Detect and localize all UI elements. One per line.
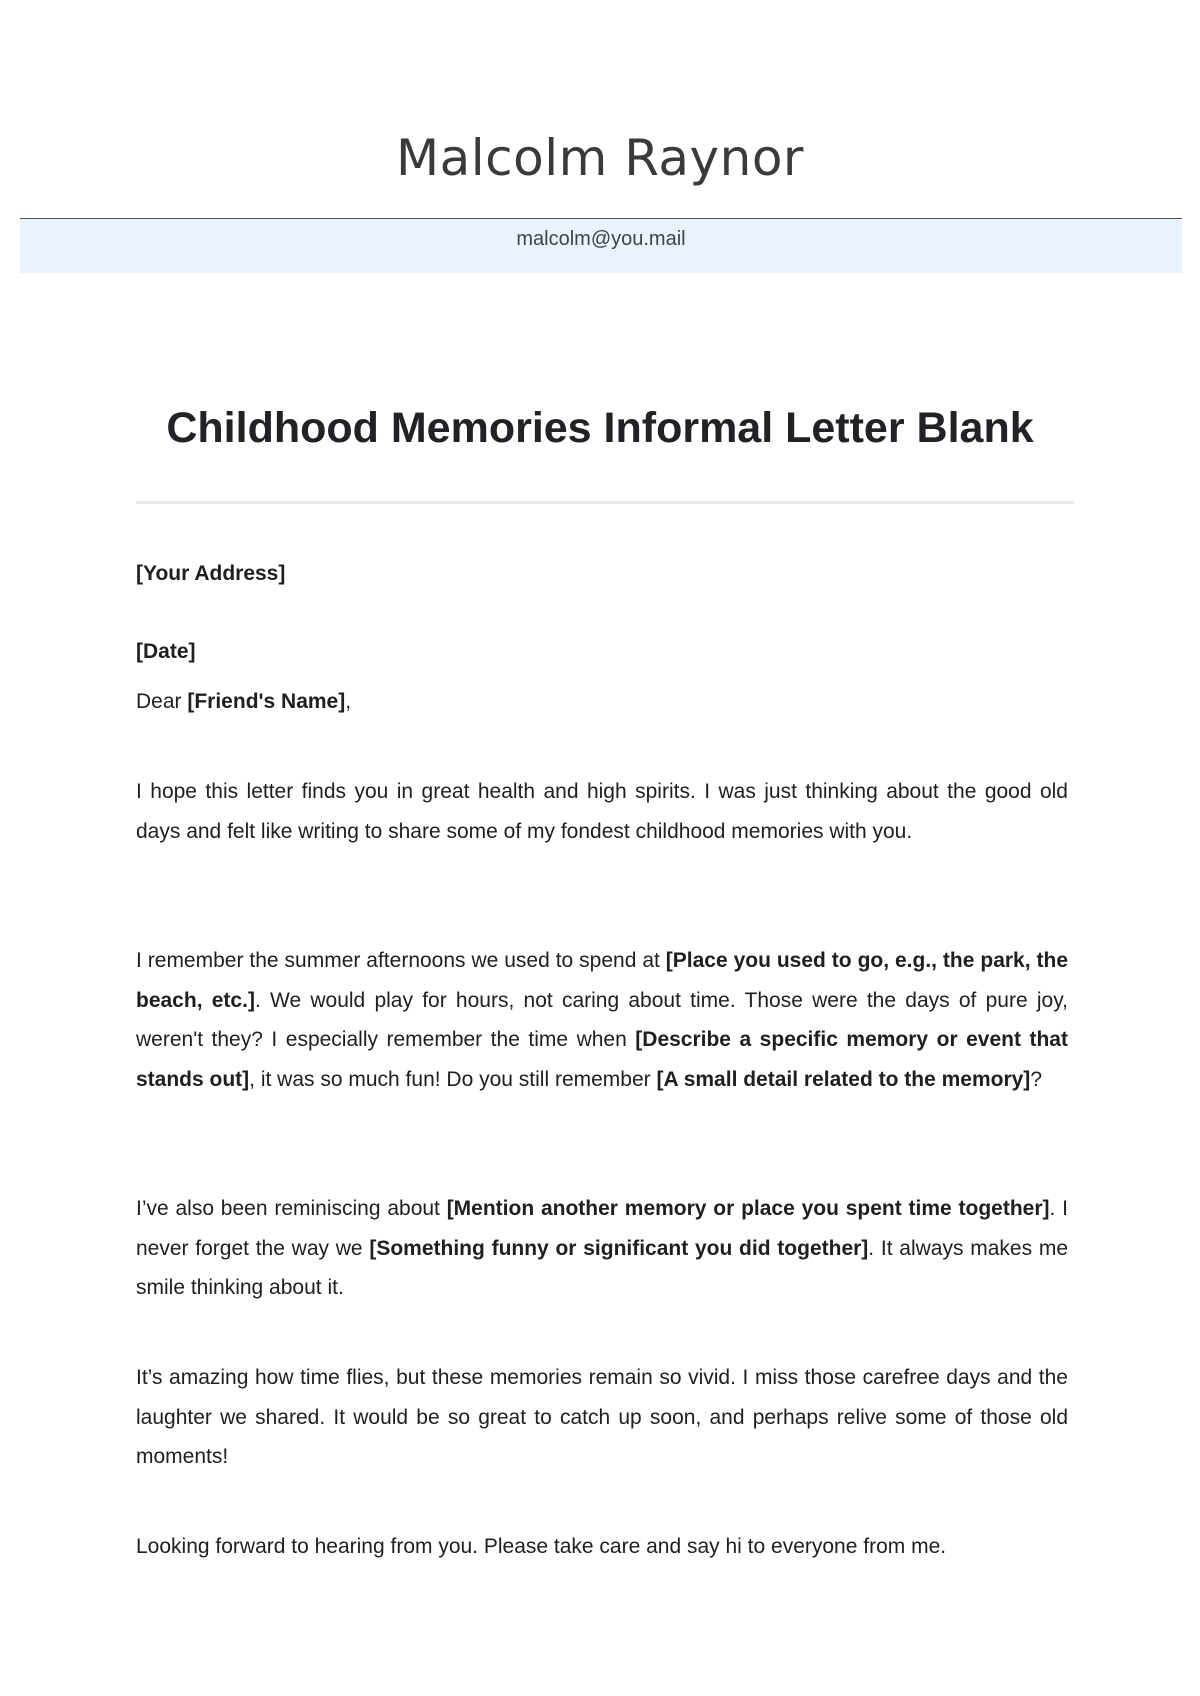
paragraph-memory-text-4: ?: [1030, 1067, 1042, 1091]
paragraph-reminiscing-text-1: I’ve also been reminiscing about: [136, 1197, 447, 1220]
place-placeholder: [Place you used to go, e.g., the park, the beach, etc.]: [136, 949, 1068, 1012]
title-divider: [136, 501, 1074, 504]
another-memory-placeholder: [Mention another memory or place you spent time together]: [446, 1197, 1050, 1220]
paragraph-time-flies: It’s amazing how time flies, but these memories remain so vivid. I miss those carefree days and the laughter we shared. It would be so great to catch up soon, and perhaps relive some of those old moments!: [136, 1366, 1068, 1468]
greeting-prefix: Dear: [136, 690, 188, 713]
greeting-suffix: ,: [345, 690, 352, 713]
paragraph-memory: [136, 941, 1068, 1099]
sender-name: Malcolm Raynor: [396, 129, 804, 187]
paragraph-reminiscing: [136, 1189, 1068, 1308]
contact-band: [20, 218, 1182, 273]
address-placeholder: [Your Address]: [136, 562, 286, 585]
memory-detail-placeholder: [A small detail related to the memory]: [656, 1067, 1031, 1091]
funny-event-placeholder: [Something funny or significant you did together]: [369, 1236, 869, 1260]
paragraph-intro: I hope this letter finds you in great health and high spirits. I was just thinking about the good old days and felt like writing to share some of my fondest childhood memories with you.: [136, 780, 1068, 843]
friend-name-placeholder: [Friend's Name]: [187, 690, 346, 713]
closing-line: Looking forward to hearing from you. Please take care and say hi to everyone from me.: [136, 1535, 947, 1558]
document-title: Childhood Memories Informal Letter Blank: [166, 404, 1034, 452]
paragraph-memory-text-1: I remember the summer afternoons we used to spend at: [136, 949, 666, 972]
date-placeholder: [Date]: [136, 640, 196, 663]
paragraph-memory-text-2: . We would play for hours, not caring about time. Those were the days of pure joy, weren't they? I especially remember the time when: [136, 988, 1068, 1051]
paragraph-memory-text-3: , it was so much fun! Do you still remember: [249, 1067, 657, 1091]
paragraph-reminiscing-text-3: . It always makes me smile thinking about it.: [136, 1236, 1068, 1299]
paragraph-reminiscing-text-2: . I never forget the way we: [136, 1197, 1068, 1260]
specific-memory-placeholder: [Describe a specific memory or event that stands out]: [136, 1028, 1068, 1091]
greeting: [136, 686, 1068, 718]
sender-email: malcolm@you.mail: [516, 228, 686, 250]
